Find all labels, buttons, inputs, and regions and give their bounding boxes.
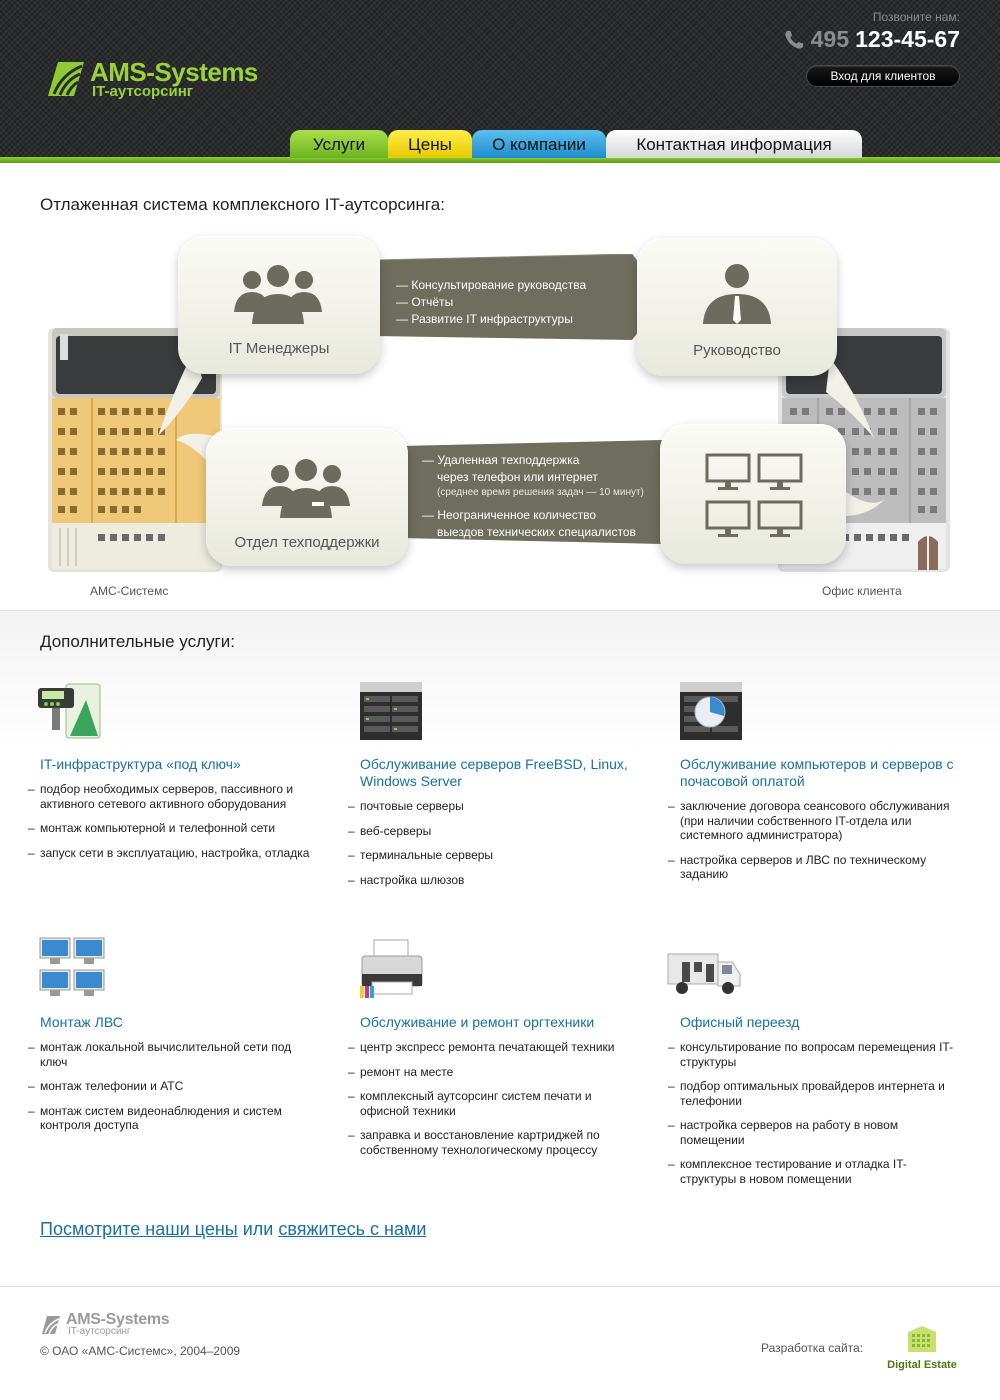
service-title[interactable]: Обслуживание и ремонт оргтехники [360,1014,595,1030]
developer-logo[interactable] [886,1324,958,1370]
call-label: Позвоните нам: [872,10,960,24]
service-points [668,1040,958,1196]
prices-link[interactable]: Посмотрите наши цены [40,1219,238,1239]
service-point: – терминальные серверы [348,848,638,863]
cta-separator: или [237,1219,279,1239]
services-title: Дополнительные услуги: [40,632,235,651]
scheme-title: Отлаженная система комплексного IT-аутсорсинга: [40,195,445,214]
service-points [348,799,638,897]
service-point: – монтаж телефонии и АТС [28,1079,318,1094]
service-point: – монтаж систем видеонаблюдения и систем контроля доступа [28,1104,318,1133]
support-team-icon [260,456,352,518]
copyright: © ОАО «АМС-Системс», 2004–2009 [40,1344,241,1358]
service-point: – заправка и восстановление картриджей по собственному технологическому процессу [348,1128,638,1157]
service-point: – консультирование по вопросам перемещения IT-структуры [668,1040,958,1069]
service-title[interactable]: Обслуживание серверов FreeBSD, Linux, Windows Server [360,756,628,789]
footer-logo-tagline: IT-аутсорсинг [68,1326,131,1337]
digital-estate-logo-icon [904,1324,940,1352]
top-flow-item: — Отчёты [396,295,454,309]
service-point: – монтаж компьютерной и телефонной сети [28,821,318,836]
service-points [668,799,958,892]
bottom-flow-line: — Неограниченное количество [422,508,597,522]
top-flow-item: — Консультирование руководства [396,278,587,292]
phone-number: 123-45-67 [855,26,960,52]
service-point: – подбор оптимальных провайдеров интернета и телефонии [668,1079,958,1108]
support-dept-label: Отдел техподдержки [234,534,380,551]
logo-mark-icon [44,58,86,100]
site-logo[interactable] [44,57,258,101]
bottom-flow-line: через телефон или интернет [437,470,598,484]
it-managers-card [178,236,380,374]
phone-block [776,10,960,53]
service-points [28,782,318,870]
service-point: – комплексный аутсорсинг систем печати и офисной техники [348,1089,638,1118]
service-points [348,1040,638,1167]
service-point: – монтаж локальной вычислительной сети под ключ [28,1040,318,1069]
service-point: – веб-серверы [348,824,638,839]
workstations-card [660,424,846,564]
top-flow-item: — Развитие IT инфраструктуры [396,312,573,326]
phone-icon [783,29,805,51]
contact-link[interactable]: свяжитесь с нами [278,1219,427,1239]
footer-logo-name: AMS-Systems [66,1311,170,1328]
service-point: – почтовые серверы [348,799,638,814]
service-point: – настройка серверов на работу в новом помещении [668,1118,958,1147]
printer-icon [358,938,426,1000]
server-rack-icon [358,682,424,742]
client-office-label: Офис клиента [822,584,902,598]
footer-logo[interactable] [40,1312,169,1337]
client-login-button[interactable]: Вход для клиентов [806,65,960,87]
service-point: – настройка серверов и ЛВС по техническому заданию [668,853,958,882]
ams-building-label: АМС-Системс [90,584,169,598]
service-title[interactable]: Офисный переезд [680,1014,800,1030]
workstations-icon [704,452,804,544]
developer-label: Разработка сайта: [761,1341,864,1355]
bottom-flow-line: — Удаленная техподдержка [422,453,580,467]
it-managers-label: IT Менеджеры [228,340,330,357]
monitors-network-icon [38,936,108,998]
logo-name: AMS-Systems [90,57,258,87]
service-title[interactable]: Монтаж ЛВС [40,1014,123,1030]
developer-name: Digital Estate [887,1359,957,1371]
group-people-icon [232,262,324,324]
tab-prices[interactable]: Цены [388,130,472,158]
service-title[interactable]: IT-инфраструктура «под ключ» [40,756,241,772]
phone-code: 495 [810,26,850,52]
support-dept-card [206,428,408,566]
truck-icon [666,948,744,998]
footer-logo-mark-icon [40,1314,62,1336]
server-clock-icon [678,682,744,742]
management-card [637,238,837,376]
service-point: – подбор необходимых серверов, пассивного и активного сетевого активного оборудования [28,782,318,811]
tab-contacts[interactable]: Контактная информация [606,130,862,158]
bottom-flow-line: выездов технических специалистов [437,525,636,539]
service-points [28,1040,318,1143]
logo-tagline: IT-аутсорсинг [92,83,194,100]
service-title[interactable]: Обслуживание компьютеров и серверов с почасовой оплатой [680,756,954,789]
top-flow-text [396,277,586,328]
tab-about[interactable]: О компании [472,130,606,158]
footer-divider [0,1286,1000,1287]
manager-person-icon [701,262,773,326]
tab-services[interactable]: Услуги [290,130,388,158]
call-to-action [40,1219,426,1240]
management-label: Руководство [693,342,781,359]
service-point: – комплексное тестирование и отладка IT-структуры в новом помещении [668,1157,958,1186]
service-point: – заключение договора сеансового обслуживания (при наличии собственного IT-отдела или системного администратора) [668,799,958,843]
service-point: – запуск сети в эксплуатацию, настройка, отладка [28,846,318,861]
bottom-flow-note: (среднее время решения задач — 10 минут) [437,487,644,498]
service-point: – настройка шлюзов [348,873,638,888]
service-point: – ремонт на месте [348,1065,638,1080]
service-point: – центр экспресс ремонта печатающей техники [348,1040,638,1055]
key-card-icon [36,680,104,740]
bottom-flow-text [422,452,644,541]
